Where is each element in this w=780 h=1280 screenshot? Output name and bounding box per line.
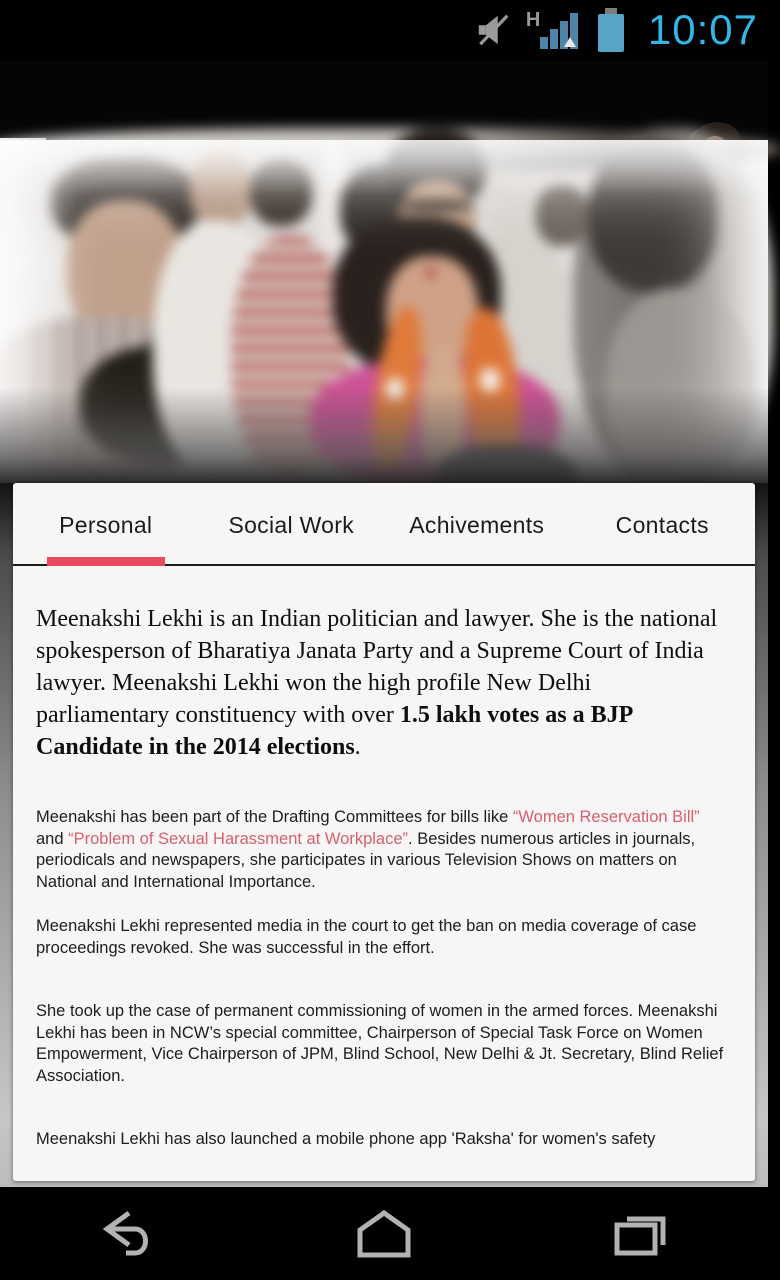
tab-social-work[interactable]: Social Work — [228, 511, 355, 538]
tab-achivements[interactable]: Achivements — [409, 511, 545, 538]
recents-button[interactable] — [580, 1204, 700, 1264]
tab-content — [13, 567, 755, 1214]
mute-icon — [474, 11, 512, 49]
data-activity-icon — [564, 37, 576, 47]
tab-bar — [13, 483, 755, 567]
signal-strength-icon — [526, 9, 582, 51]
home-icon — [355, 1209, 413, 1259]
intro-bold-text: 1.5 lakh votes as a BJP Candidate in the 2014 elections — [36, 702, 632, 760]
selected-tab-indicator — [47, 557, 165, 566]
status-bar — [0, 0, 768, 60]
sexual-harassment-workplace-link[interactable]: “Problem of Sexual Harassment at Workplace” — [68, 829, 409, 848]
intro-paragraph: Meenakshi Lekhi is an Indian politician and lawyer. She is the national spokesperson of Bharatiya Janata Party and a Supreme Court of India lawyer. Meenakshi Lekhi won the high profile New Delhi parliamentary constituency with over 1.5 lakh votes as a BJP Candidate in the 2014 elections. — [36, 606, 718, 760]
back-icon — [99, 1209, 157, 1259]
hero-photo — [0, 140, 768, 483]
back-button[interactable] — [68, 1204, 188, 1264]
network-type-label: H — [525, 9, 541, 31]
content-card — [13, 483, 755, 1181]
tab-contacts[interactable]: Contacts — [615, 511, 709, 538]
armed-forces-paragraph: She took up the case of permanent commissioning of women in the armed forces. Meenakshi Lekhi has been in NCW’s special committee, Chairperson of Special Task Force on Women Empowerment, Vice Chairperson of JPM, Blind School, New Delhi & Jt. Secretary, Blind Relief Association. — [36, 1002, 724, 1085]
recents-icon — [611, 1209, 669, 1259]
women-reservation-bill-link[interactable]: “Women Reservation Bill” — [512, 808, 700, 826]
bottom-dark-fade — [0, 140, 768, 483]
clock-text: 10:07 — [647, 6, 758, 53]
battery-icon — [596, 8, 626, 52]
tab-personal[interactable]: Personal — [59, 511, 153, 538]
media-ban-paragraph: Meenakshi Lekhi represented media in the court to get the ban on media coverage of case proceedings revoked. She was successful in the effort. — [36, 917, 697, 957]
system-nav-bar — [0, 1187, 768, 1280]
drafting-paragraph: Meenakshi has been part of the Drafting Committees for bills like “Women Reservation Bill” and “Problem of Sexual Harassment at Workplace”. Besides numerous articles in journals, periodicals and newspapers, she participates in various Television Shows on matters on National and International Importance. — [36, 808, 700, 891]
raksha-app-paragraph: Meenakshi Lekhi has also launched a mobile phone app 'Raksha' for women's safety — [36, 1130, 656, 1148]
home-button[interactable] — [324, 1204, 444, 1264]
